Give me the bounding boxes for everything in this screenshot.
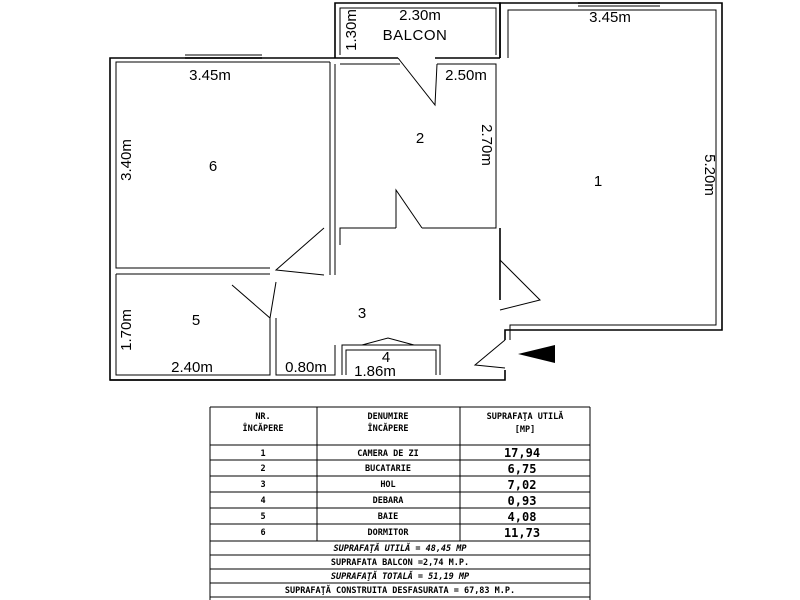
- entrance-arrow-icon: [518, 345, 555, 363]
- row-area: 0,93: [507, 494, 537, 508]
- dim-balcon-width: 2.30m: [399, 7, 441, 24]
- balcon-label: BALCON: [382, 27, 448, 44]
- row-number: 5: [260, 512, 266, 522]
- row-name: DORMITOR: [367, 528, 409, 538]
- row-number: 1: [260, 449, 266, 459]
- row-number: 3: [260, 480, 266, 490]
- table-row: [260, 526, 540, 540]
- dim-room5-height: 1.70m: [118, 309, 135, 351]
- door-kitchen: [396, 190, 422, 228]
- summary-balcony: SUPRAFATA BALCON =2,74 M.P.: [330, 558, 470, 568]
- row-name: BUCATARIE: [364, 464, 412, 474]
- door-living: [500, 260, 540, 310]
- table-row: [260, 462, 536, 476]
- summary-total: SUPRAFAŢĂ TOTALĂ = 51,19 MP: [330, 572, 470, 582]
- row-name: HOL: [380, 480, 396, 490]
- table-row: [260, 510, 536, 524]
- room-number-1: 1: [593, 173, 603, 190]
- dim-hall-gap: 0.80m: [285, 359, 327, 376]
- doors: [232, 58, 540, 368]
- header-area: SUPRAFAŢA UTILĂ: [486, 412, 564, 422]
- dim-room1-height: 5.20m: [701, 154, 718, 196]
- dim-room6-height: 3.40m: [118, 139, 135, 181]
- dim-room2-width: 2.50m: [445, 67, 487, 84]
- dim-room6-width: 3.45m: [189, 67, 231, 84]
- room1-wall: [500, 3, 722, 340]
- row-area: 6,75: [507, 462, 537, 476]
- header-nr: NR.: [255, 412, 271, 422]
- row-number: 6: [260, 528, 266, 538]
- room-number-4: 4: [381, 349, 391, 366]
- header-name-2: ÎNCĂPERE: [367, 424, 409, 434]
- door-balcony: [398, 58, 437, 105]
- walls: [110, 3, 722, 380]
- row-number: 4: [260, 496, 266, 506]
- row-number: 2: [260, 464, 266, 474]
- door-entrance: [475, 340, 505, 368]
- row-area: 7,02: [507, 478, 537, 492]
- room-number-5: 5: [191, 312, 201, 329]
- dim-balcon-depth: 1.30m: [343, 9, 360, 51]
- row-area: 11,73: [503, 526, 541, 540]
- dim-room1-width: 3.45m: [589, 9, 631, 26]
- table-row: [260, 494, 536, 508]
- header-nr-2: ÎNCĂPERE: [242, 424, 284, 434]
- summary-usable: SUPRAFAŢĂ UTILĂ = 48,45 MP: [333, 544, 467, 554]
- header-area-2: [MP]: [514, 425, 536, 435]
- table-row: [260, 478, 536, 492]
- door-bath: [232, 282, 276, 318]
- summary-built: SUPRAFAŢĂ CONSTRUITA DESFASURATA = 67,83 M.P.: [284, 586, 516, 596]
- dimension-labels: [118, 7, 718, 380]
- dim-room2-height: 2.70m: [478, 124, 495, 166]
- header-name: DENUMIRE: [367, 412, 409, 422]
- door-bedroom: [276, 228, 324, 275]
- room-number-3: 3: [357, 305, 367, 322]
- row-name: CAMERA DE ZI: [357, 449, 419, 459]
- row-area: 4,08: [507, 510, 537, 524]
- row-name: BAIE: [377, 512, 399, 522]
- dim-room5-width: 2.40m: [171, 359, 213, 376]
- room-number-6: 6: [208, 158, 218, 175]
- bedroom-wall: [110, 58, 335, 380]
- area-table: [210, 407, 590, 600]
- dim-room4-width: 1.86m: [354, 363, 396, 380]
- row-area: 17,94: [503, 446, 541, 460]
- table-row: [260, 446, 540, 460]
- row-name: DEBARA: [372, 496, 404, 506]
- room-number-2: 2: [415, 130, 425, 147]
